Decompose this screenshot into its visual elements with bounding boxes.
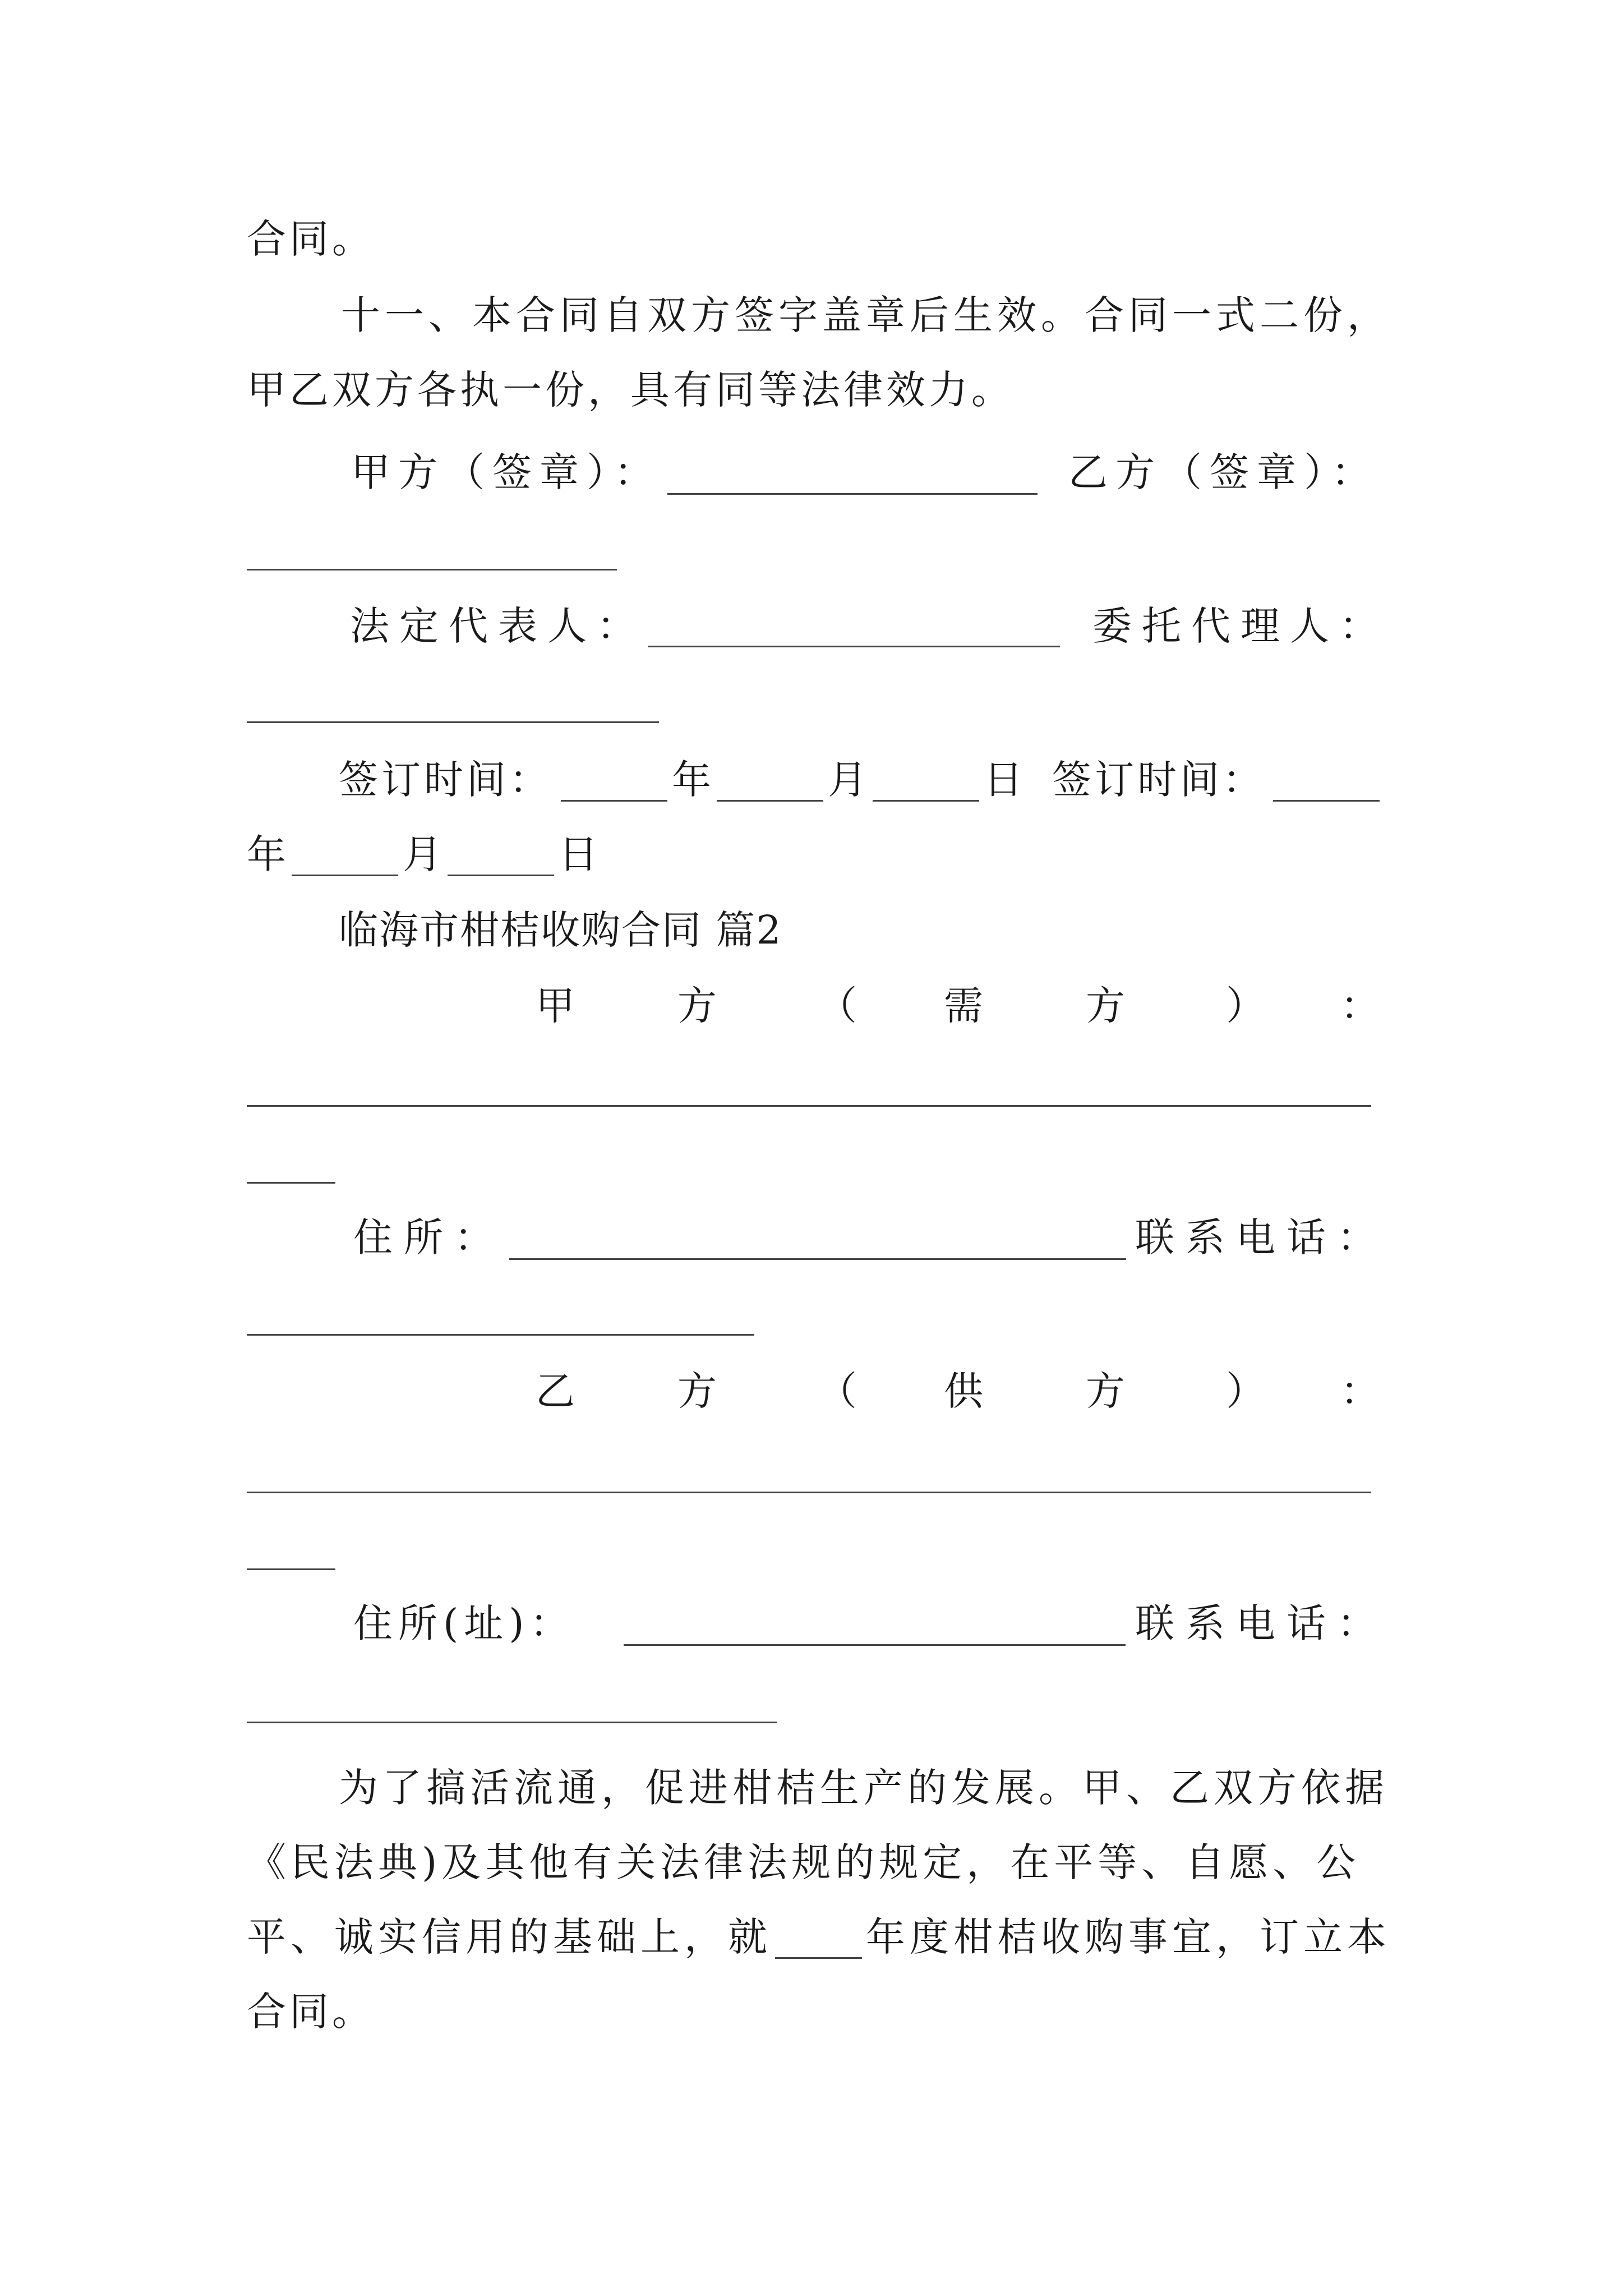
text-run: 签订时间： <box>339 757 552 803</box>
intro-line-3-b <box>866 1909 1391 1965</box>
text-run: 联系电话： <box>1135 1600 1387 1646</box>
text-run: 甲方（签章）： <box>351 449 661 495</box>
party-b-name-blank[interactable] <box>247 1492 1371 1493</box>
phone-a-blank[interactable] <box>247 1334 754 1336</box>
party-b-char: 方 <box>677 1368 717 1414</box>
address-b-blank[interactable] <box>624 1644 1126 1646</box>
agent-blank[interactable] <box>247 721 659 723</box>
date-a-month-blank[interactable] <box>717 800 823 802</box>
sign-a-label <box>351 444 661 500</box>
text-run: 联系电话： <box>1135 1214 1387 1260</box>
text-run: 住所： <box>353 1214 505 1260</box>
text-run: 月 <box>403 831 445 877</box>
address-a-label <box>353 1209 505 1266</box>
clause-11-line-1 <box>341 287 1391 343</box>
date-a-year-blank[interactable] <box>561 800 667 802</box>
party-b-char: 方 <box>1086 1368 1125 1414</box>
party-a-char: 方 <box>677 983 717 1029</box>
text-run: 年 <box>672 757 714 803</box>
address-a-blank[interactable] <box>509 1258 1126 1260</box>
date-a-day-unit <box>984 752 1026 808</box>
date-a-month-unit <box>828 752 870 808</box>
sign-time-a-label <box>339 752 552 808</box>
date-a-year-unit <box>672 752 714 808</box>
party-b-name-blank-cont[interactable] <box>247 1568 335 1570</box>
rep-blank[interactable] <box>648 646 1060 647</box>
year-blank[interactable] <box>775 1957 862 1959</box>
party-a-name-blank-cont[interactable] <box>247 1182 335 1184</box>
date-b-day-blank[interactable] <box>448 875 554 876</box>
text-run: 日 <box>559 831 601 877</box>
text-run: 合同。 <box>247 1989 375 2035</box>
date-a-day-blank[interactable] <box>873 800 979 802</box>
text-run: 法定代表人： <box>350 603 646 649</box>
intro-line-2 <box>247 1834 1360 1890</box>
intro-line-4 <box>247 1984 375 2040</box>
phone-a-label <box>1135 1209 1387 1266</box>
party-a-char: ） <box>1226 983 1265 1029</box>
party-a-char: 方 <box>1086 983 1125 1029</box>
text-run: 年度柑桔收购事宜，订立本 <box>866 1914 1391 1960</box>
party-a-char: （ <box>818 983 857 1029</box>
text-run: 年 <box>247 831 289 877</box>
address-b-label <box>353 1595 575 1651</box>
text-run: 乙方（签章）： <box>1068 449 1378 495</box>
party-a-char: ： <box>1340 983 1380 1029</box>
phone-b-blank[interactable] <box>247 1722 777 1723</box>
text-run: 签订时间： <box>1052 757 1265 803</box>
party-a-name-blank[interactable] <box>247 1105 1371 1107</box>
paragraph-tail <box>247 211 375 267</box>
text-run: 月 <box>828 757 870 803</box>
text-run: 十一、本合同自双方签字盖章后生效。合同一式二份， <box>341 292 1391 338</box>
text-run: 住所(址)： <box>353 1600 575 1646</box>
date-b-year-blank[interactable] <box>1273 800 1380 802</box>
date-b-day-unit <box>559 826 601 882</box>
party-a-char: 需 <box>944 983 983 1029</box>
party-b-char: 乙 <box>536 1368 575 1414</box>
intro-line-3 <box>247 1909 772 1965</box>
text-run: 《民法典)及其他有关法律法规的规定，在平等、自愿、公 <box>247 1839 1361 1885</box>
date-b-month-blank[interactable] <box>292 875 398 876</box>
sign-b-blank[interactable] <box>247 569 617 570</box>
party-b-char: ） <box>1226 1368 1265 1414</box>
sign-b-label <box>1068 444 1378 500</box>
intro-line-1 <box>339 1760 1389 1816</box>
party-b-char: 供 <box>944 1368 983 1414</box>
sign-time-b-label <box>1052 752 1265 808</box>
text-run: 甲乙双方各执一份，具有同等法律效力。 <box>247 367 1014 413</box>
text-run: 为了搞活流通，促进柑桔生产的发展。甲、乙双方依据 <box>339 1765 1389 1811</box>
text-run: 委托代理人： <box>1092 603 1389 649</box>
party-b-char: ： <box>1340 1368 1380 1414</box>
sign-a-blank[interactable] <box>667 493 1038 495</box>
text-run: 日 <box>984 757 1026 803</box>
clause-11-line-2 <box>247 362 1014 418</box>
date-b-year-unit <box>247 826 289 882</box>
rep-label <box>350 598 646 654</box>
text-run: 合同。 <box>247 216 375 262</box>
date-b-month-unit <box>403 826 445 882</box>
section-title <box>339 902 782 958</box>
party-b-char: （ <box>818 1368 857 1414</box>
text-run: 临海市柑桔收购合同 篇2 <box>339 907 782 953</box>
phone-b-label <box>1135 1595 1387 1651</box>
text-run: 平、诚实信用的基础上，就 <box>247 1914 772 1960</box>
agent-label <box>1092 598 1389 654</box>
party-a-char: 甲 <box>536 983 575 1029</box>
